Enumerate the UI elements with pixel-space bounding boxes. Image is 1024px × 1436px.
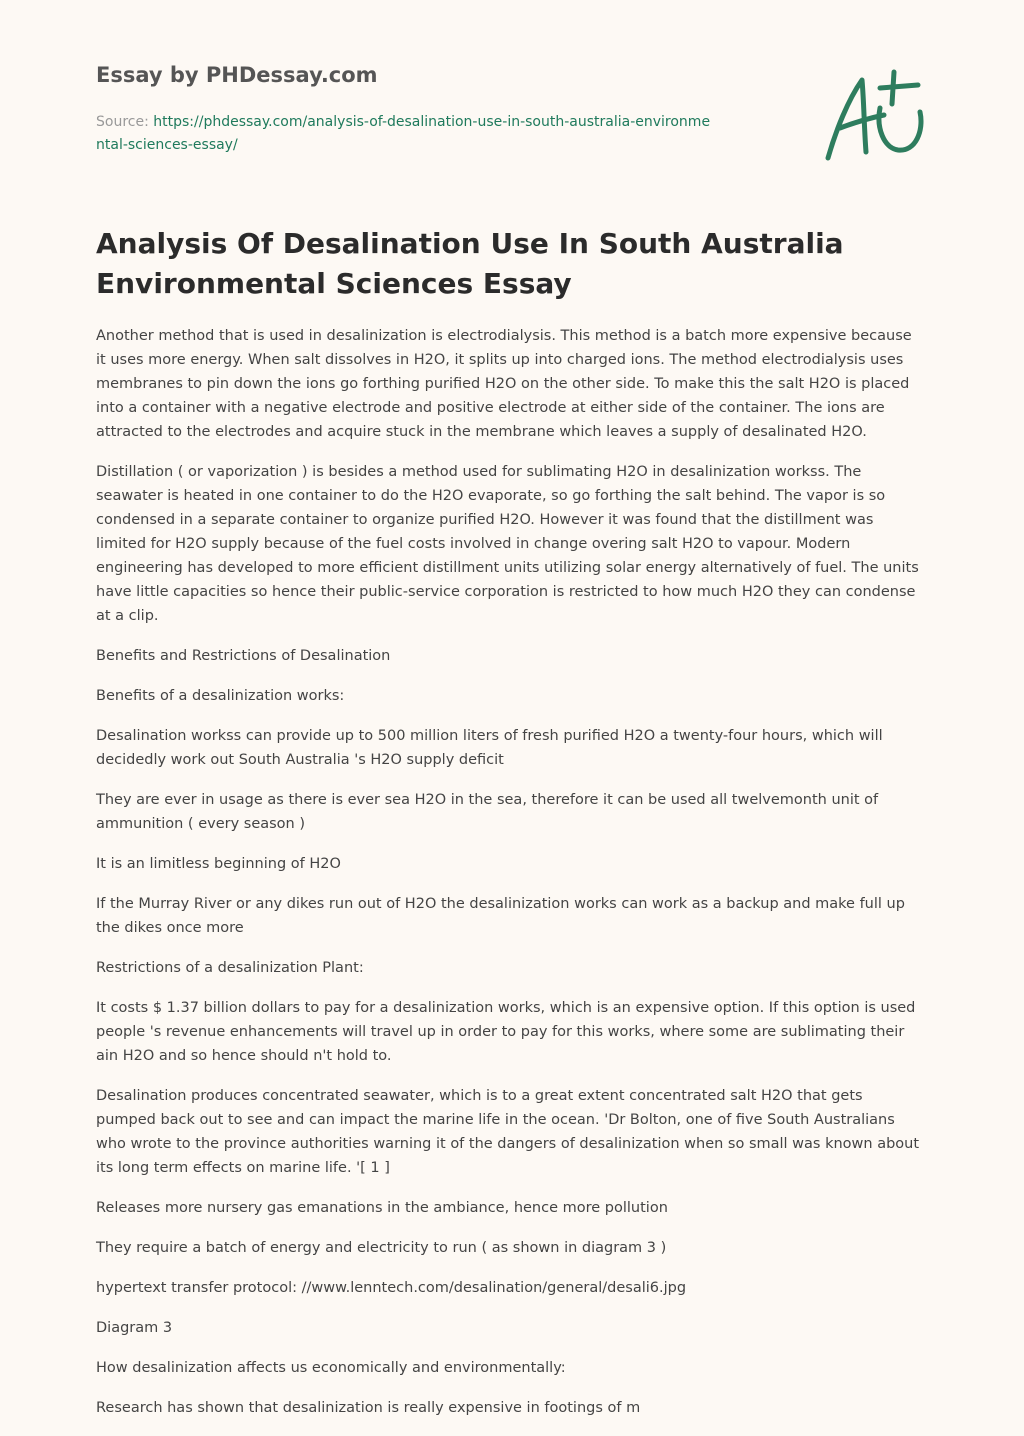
- subsection-heading: How desalinization affects us economically and environmentally:: [96, 1360, 566, 1376]
- essay-paragraph: It costs $ 1.37 billion dollars to pay for a desalinization works, which is an expensive option. If this option is used people 's revenue enhancements will travel up in order to pay for this works, where some are sublimating their ain H2O and so hence should n't hold to.: [96, 1000, 916, 1064]
- essay-paragraph: Desalination produces concentrated seawater, which is to a great extent concentrated salt H2O that gets pumped back out to see and can impact the marine life in the ocean. 'Dr Bolton, one of five South Australians who wrote to the province authorities warning it of the dangers of desalinization when so small was known about its long term effects on marine life. '[ 1 ]: [96, 1088, 920, 1176]
- essay-paragraph: They require a batch of energy and electricity to run ( as shown in diagram 3 ): [96, 1240, 667, 1256]
- essay-paragraph: Another method that is used in desalinization is electrodialysis. This method is a batch more expensive because it uses more energy. When salt dissolves in H2O, it splits up into charged ions. The method electrodialysis uses membranes to pin down the ions go forthing purified H2O on the other side. To make this the salt H2O is placed into a container with a negative electrode and positive electrode at either side of the container. The ions are attracted to the electrodes and acquire stuck in the membrane which leaves a supply of desalinated H2O.: [96, 328, 912, 440]
- subsection-heading: Restrictions of a desalinization Plant:: [96, 960, 364, 976]
- source-line: [96, 111, 716, 157]
- essay-paragraph: They are ever in usage as there is ever sea H2O in the sea, therefore it can be used all twelvemonth unit of ammunition ( every season ): [96, 792, 879, 832]
- essay-paragraph: Desalination workss can provide up to 500 million liters of fresh purified H2O a twenty-four hours, which will decidedly work out South Australia 's H2O supply deficit: [96, 728, 883, 768]
- section-heading: Benefits and Restrictions of Desalination: [96, 648, 391, 664]
- essay-paragraph: Research has shown that desalinization is really expensive in footings of m: [96, 1400, 641, 1416]
- essay-body: [96, 324, 924, 1436]
- source-link[interactable]: https://phdessay.com/analysis-of-desalination-use-in-south-australia-environmental-sciences-essay/: [96, 114, 711, 153]
- essay-paragraph: If the Murray River or any dikes run out of H2O the desalinization works can work as a backup and make full up the dikes once more: [96, 896, 905, 936]
- diagram-caption: Diagram 3: [96, 1320, 173, 1336]
- essay-paragraph: hypertext transfer protocol: //www.lenntech.com/desalination/general/desali6.jpg: [96, 1280, 687, 1296]
- subsection-heading: Benefits of a desalinization works:: [96, 688, 345, 704]
- a-plus-grade-icon: [822, 68, 928, 164]
- essay-paragraph: Releases more nursery gas emanations in the ambiance, hence more pollution: [96, 1200, 668, 1216]
- essay-paragraph: It is an limitless beginning of H2O: [96, 856, 341, 872]
- source-label: Source:: [96, 114, 149, 130]
- essay-paragraph: Distillation ( or vaporization ) is besides a method used for sublimating H2O in desalinization workss. The seawater is heated in one container to do the H2O evaporate, so go forthing the salt behind. The vapor is so condensed in a separate container to organize purified H2O. However it was found that the distillment was limited for H2O supply because of the fuel costs involved in change overing salt H2O to vapour. Modern engineering has developed to more efficient distillment units utilizing solar energy alternatively of fuel. The units have little capacities so hence their public-service corporation is restricted to how much H2O they can condense at a clip.: [96, 464, 919, 624]
- site-title: Essay by PHDessay.com: [96, 63, 378, 87]
- essay-title: Analysis Of Desalination Use In South Australia Environmental Sciences Essay: [96, 227, 844, 300]
